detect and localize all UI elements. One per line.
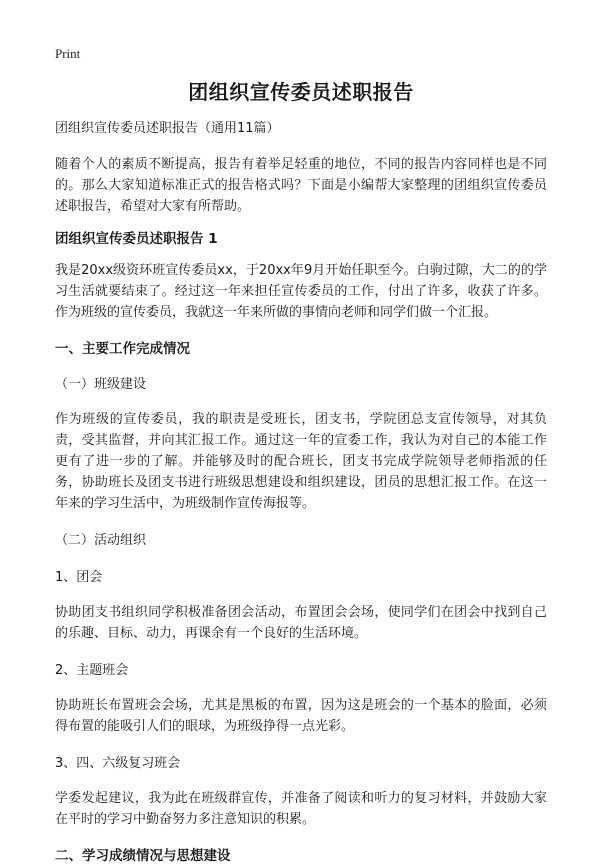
document-subtitle: 团组织宣传委员述职报告（通用11篇） bbox=[55, 121, 280, 136]
page-title: 团组织宣传委员述职报告 bbox=[188, 80, 414, 104]
report-1-intro-paragraph: 我是20xx级资环班宣传委员xx，于20xx年9月开始任职至今。白驹过隙，大二的的学习生活就要结束了。经过这一年来担任宣传委员的工作，付出了许多，收获了许多。作为班级的宣传委员，我就这一年来所做的事情向老师和同学们做一个汇报。 bbox=[55, 263, 547, 320]
item-cet-review-heading: 3、四、六级复习班会 bbox=[55, 756, 181, 771]
league-meeting-paragraph: 协助团支书组织同学积极准备团会活动，布置团会会场，使同学们在团会中找到自己的乐趣、目标、动力，再课余有一个良好的生活环境。 bbox=[55, 605, 547, 641]
subsection-activities-heading: （二）活动组织 bbox=[55, 533, 147, 548]
item-league-meeting-heading: 1、团会 bbox=[55, 570, 103, 585]
report-1-heading: 团组织宣传委员述职报告 1 bbox=[55, 231, 218, 247]
cet-review-paragraph: 学委发起建议，我为此在班级群宣传，并准备了阅读和听力的复习材料，并鼓励大家在平时的学习中勤奋努力多注意知识的积累。 bbox=[55, 791, 547, 827]
section-2-heading: 二、学习成绩情况与思想建设 bbox=[55, 848, 231, 864]
intro-paragraph: 随着个人的素质不断提高，报告有着举足轻重的地位，不同的报告内容同样也是不同的。那么大家知道标准正式的报告格式吗？下面是小编帮大家整理的团组织宣传委员述职报告，希望对大家有所帮助。 bbox=[55, 157, 547, 214]
print-link[interactable]: Print bbox=[55, 46, 81, 61]
section-1-heading: 一、主要工作完成情况 bbox=[55, 341, 190, 357]
subsection-class-building-heading: （一）班级建设 bbox=[55, 377, 147, 392]
theme-meeting-paragraph: 协助班长布置班会会场，尤其是黑板的布置，因为这是班会的一个基本的脸面，必须得布置的能吸引人们的眼球，为班级挣得一点光彩。 bbox=[55, 698, 547, 734]
class-building-paragraph: 作为班级的宣传委员，我的职责是受班长，团支书，学院团总支宣传领导，对其负责，受其监督，并向其汇报工作。通过这一年的宣委工作，我认为对自己的本能工作更有了进一步的了解。并能够及时的配合班长，团支书完成学院领导老师指派的任务，协助班长及团支书进行班级思想建设和组织建设，团员的思想汇报工作。在这一年来的学习生活中，为班级制作宣传海报等。 bbox=[55, 412, 547, 511]
document-body bbox=[55, 78, 547, 867]
item-theme-meeting-heading: 2、主题班会 bbox=[55, 663, 129, 678]
